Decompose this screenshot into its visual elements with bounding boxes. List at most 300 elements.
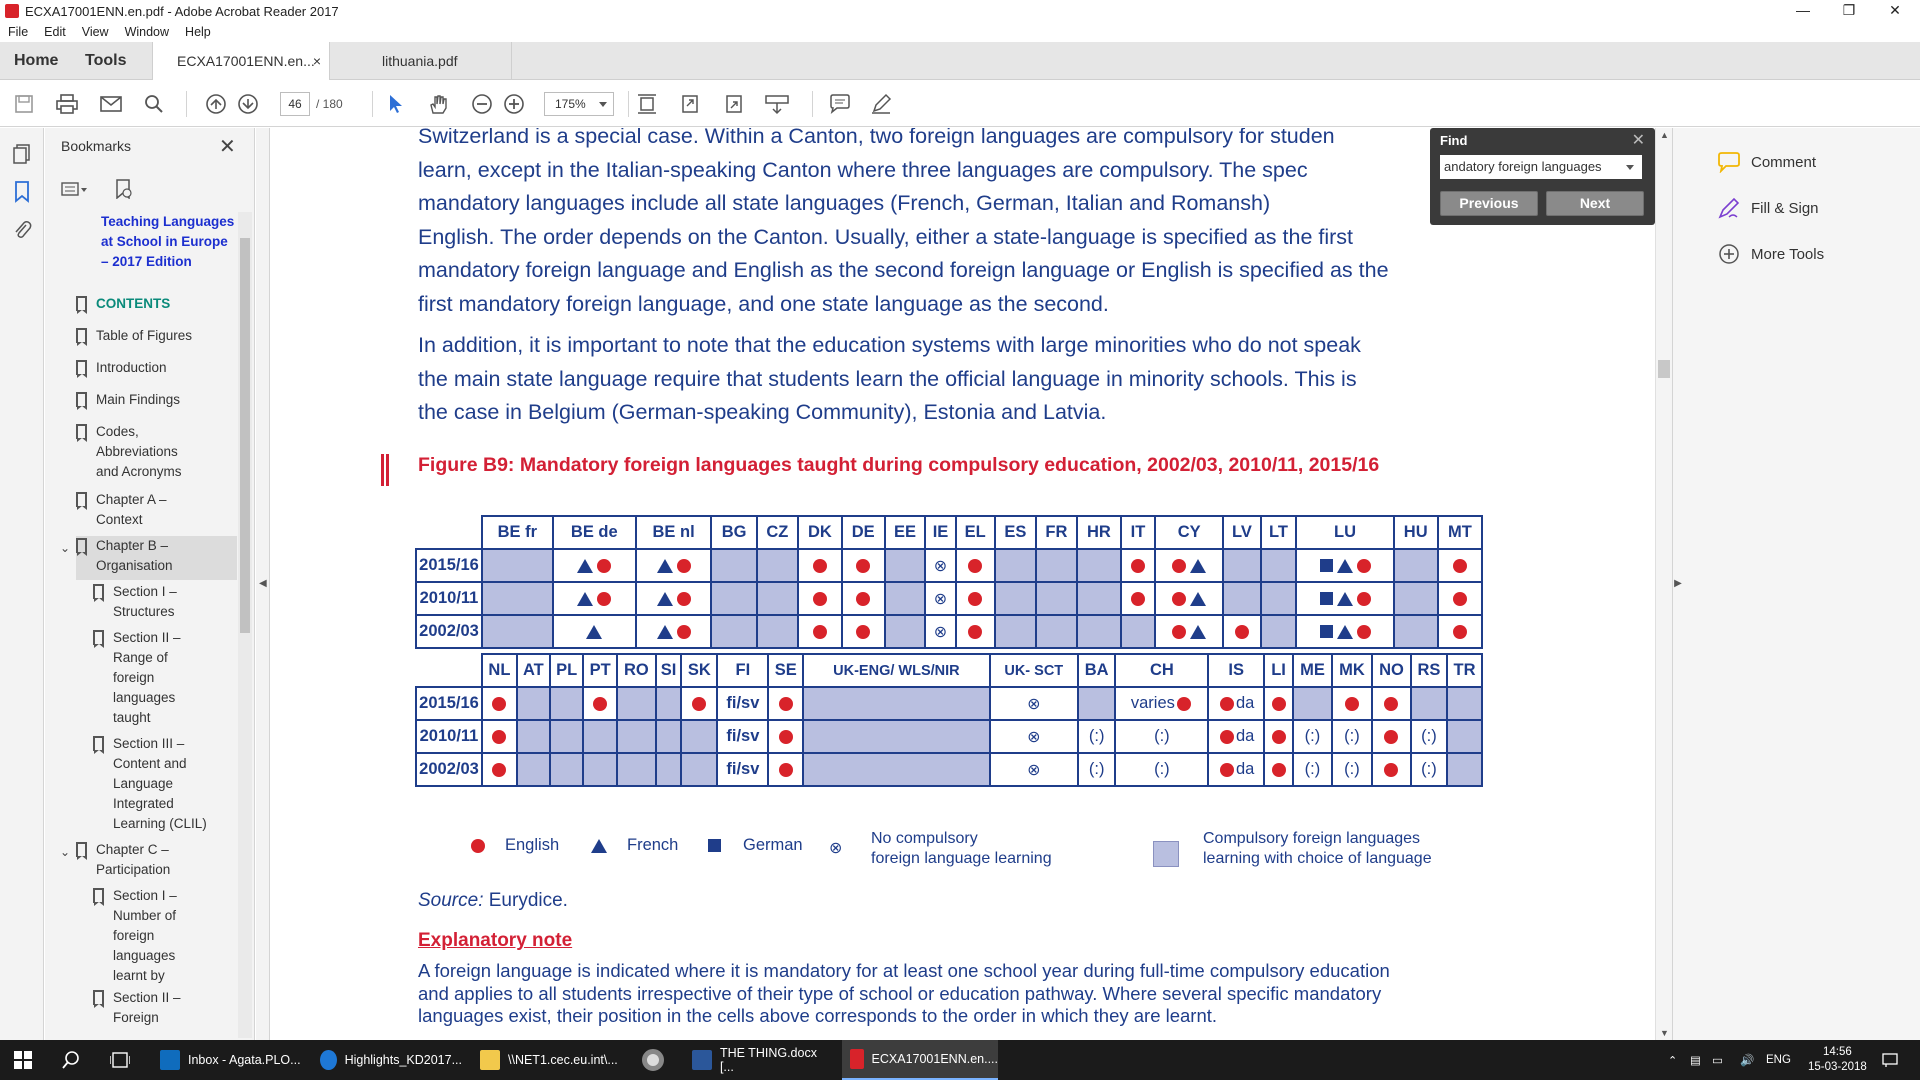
select-cursor-icon[interactable] (383, 91, 409, 117)
comment-tool-icon (1717, 150, 1741, 174)
table-cell (617, 687, 656, 720)
table-cell (956, 549, 995, 582)
table-cell (583, 687, 617, 720)
table-cell (1372, 687, 1411, 720)
collapse-chevron-icon[interactable]: ⌄ (60, 845, 71, 859)
document-page (271, 128, 1655, 1040)
country-header: IT (1121, 516, 1155, 549)
scroll-mode-icon[interactable] (764, 91, 790, 117)
country-header: LU (1296, 516, 1393, 549)
english-dot-icon (1235, 625, 1249, 639)
country-header: NL (482, 654, 517, 687)
collapse-chevron-icon[interactable]: ⌄ (60, 541, 71, 555)
country-header: CH (1115, 654, 1208, 687)
country-header: PT (583, 654, 617, 687)
windows-start-icon[interactable] (14, 1040, 32, 1080)
table-row (416, 582, 1482, 615)
table-cell (553, 549, 636, 582)
zoom-dropdown[interactable]: 175% (544, 92, 614, 116)
scrollbar-thumb[interactable] (240, 238, 250, 633)
country-header: BE fr (482, 516, 553, 549)
french-triangle-icon (577, 559, 593, 573)
english-dot-icon (1453, 625, 1467, 639)
english-dot-icon (856, 592, 870, 606)
table-cell (1121, 549, 1155, 582)
english-dot-icon (471, 839, 485, 853)
country-header: BG (711, 516, 757, 549)
table-cell (1261, 549, 1297, 582)
legend-german: German (706, 836, 803, 855)
language-indicator[interactable]: ENG (1766, 1054, 1791, 1066)
find-close-icon[interactable]: ✕ (1631, 132, 1645, 149)
zoom-out-icon[interactable] (469, 91, 495, 117)
document-scrollbar[interactable] (1655, 128, 1672, 1040)
english-dot-icon (1272, 730, 1286, 744)
english-dot-icon (492, 697, 506, 711)
table-cell (995, 549, 1036, 582)
find-previous-button[interactable]: Previous (1440, 191, 1538, 216)
attachments-icon[interactable] (10, 218, 34, 242)
year-cell: 2015/16 (416, 549, 482, 582)
english-dot-icon (1172, 559, 1186, 573)
close-window-button[interactable]: ✕ (1889, 2, 1901, 18)
table-cell (717, 753, 768, 786)
tab-document-label: ECXA17001ENN.en... (177, 53, 315, 69)
table-cell (1332, 720, 1372, 753)
volume-icon[interactable]: 🔊 (1740, 1055, 1755, 1067)
tool-more-tools[interactable]: More Tools (1717, 242, 1824, 266)
bookmark-icon (76, 538, 87, 553)
english-dot-icon (1272, 763, 1286, 777)
table-cell (990, 687, 1078, 720)
cell-text: (:) (1154, 760, 1170, 778)
table-cell (995, 582, 1036, 615)
country-header: UK-ENG/ WLS/NIR (803, 654, 989, 687)
table-cell (798, 549, 842, 582)
expand-pane-arrow-icon[interactable]: ▶ (1674, 578, 1682, 589)
add-bookmark-icon[interactable] (109, 176, 139, 202)
country-header: FI (717, 654, 768, 687)
collapse-left-arrow-icon[interactable]: ◀ (259, 578, 267, 589)
no-compulsory-circle-x-icon: ⊗ (933, 623, 948, 641)
choice-grey-box-icon (1153, 841, 1179, 867)
country-header: ES (995, 516, 1036, 549)
taskbar-app-outlook[interactable]: Inbox - Agata.PLO... (152, 1040, 302, 1080)
save-icon[interactable] (11, 91, 37, 117)
no-compulsory-circle-x-icon: ⊗ (933, 590, 948, 608)
table-cell (990, 720, 1078, 753)
table-cell (842, 582, 885, 615)
country-header: ME (1293, 654, 1332, 687)
previous-page-icon[interactable] (203, 91, 229, 117)
table-cell (482, 687, 517, 720)
table-row (416, 753, 1482, 786)
table-cell (711, 549, 757, 582)
cell-text: da (1236, 694, 1255, 712)
no-compulsory-circle-x-icon: ⊗ (829, 840, 843, 857)
table-cell (1208, 720, 1264, 753)
cell-text: (:) (1421, 760, 1437, 778)
table-cell (1077, 615, 1121, 648)
english-dot-icon (492, 763, 506, 777)
table-cell (1036, 582, 1077, 615)
taskbar-app-edge[interactable]: Highlights_KD2017... (312, 1040, 462, 1080)
country-header: PL (550, 654, 584, 687)
bookmark-icon (93, 990, 104, 1005)
table-cell (990, 753, 1078, 786)
country-header: NO (1372, 654, 1411, 687)
table-cell (925, 615, 955, 648)
bookmark-icon (93, 630, 104, 645)
table-cell (1223, 615, 1260, 648)
menu-view[interactable]: View (81, 25, 109, 39)
table-cell (1223, 582, 1260, 615)
legend-french: French (589, 836, 678, 855)
english-dot-icon (856, 625, 870, 639)
table-cell (583, 720, 617, 753)
table-cell (1264, 720, 1293, 753)
table-cell (1411, 687, 1447, 720)
english-dot-icon (856, 559, 870, 573)
english-dot-icon (1357, 592, 1371, 606)
bookmark-icon (76, 360, 87, 375)
table-cell (1115, 687, 1208, 720)
tab-close-button[interactable]: × (312, 53, 321, 69)
cell-text: (:) (1344, 727, 1360, 745)
table-cell (1261, 615, 1297, 648)
menu-help[interactable]: Help (185, 25, 211, 39)
outlook-icon (160, 1050, 180, 1070)
table-cell (1115, 753, 1208, 786)
bookmark-options-icon[interactable] (59, 176, 89, 202)
english-dot-icon (597, 592, 611, 606)
table-cell (550, 753, 584, 786)
english-dot-icon (1357, 559, 1371, 573)
cell-text: (:) (1304, 727, 1321, 745)
german-square-icon (1320, 592, 1333, 605)
title-bar (0, 0, 1920, 22)
french-triangle-icon (591, 839, 607, 853)
english-dot-icon (1357, 625, 1371, 639)
table-cell (1438, 549, 1482, 582)
network-icon[interactable]: ▤ (1690, 1055, 1701, 1067)
cell-text: (:) (1421, 727, 1437, 745)
cell-text: (:) (1344, 760, 1360, 778)
english-dot-icon (968, 559, 982, 573)
table-cell (482, 549, 553, 582)
table-row (416, 549, 1482, 582)
table-cell (1438, 582, 1482, 615)
english-dot-icon (1384, 697, 1398, 711)
page-thumbnails-icon[interactable] (10, 142, 34, 166)
search-taskbar-icon[interactable] (62, 1040, 80, 1080)
french-triangle-icon (1337, 559, 1353, 573)
table-cell (1121, 582, 1155, 615)
table-row (416, 687, 1482, 720)
bookmarks-panel-icon[interactable] (10, 180, 34, 204)
tool-fill-sign[interactable]: Fill & Sign (1717, 196, 1819, 220)
english-dot-icon (677, 625, 691, 639)
table-cell (553, 615, 636, 648)
country-header: MT (1438, 516, 1482, 549)
country-header: DE (842, 516, 885, 549)
highlight-pen-icon[interactable] (868, 91, 894, 117)
table-cell (711, 615, 757, 648)
table-cell (482, 615, 553, 648)
scroll-up-arrow-icon[interactable]: ▲ (1660, 130, 1669, 140)
english-dot-icon (779, 763, 793, 777)
table-cell (757, 549, 798, 582)
table-cell (517, 753, 550, 786)
legend-no-compulsory: No compulsory foreign language learning (871, 830, 1052, 867)
table-cell (1264, 753, 1293, 786)
bookmark-item-chapter-b[interactable]: ⌄ Chapter B – Organisation (76, 536, 237, 580)
table-cell (1078, 687, 1116, 720)
page-number-input[interactable]: 46 (280, 92, 310, 116)
figure-table-bottom (415, 653, 1483, 787)
country-header: RO (617, 654, 656, 687)
table-cell (717, 720, 768, 753)
table-cell (1411, 720, 1447, 753)
bookmark-icon (76, 492, 87, 507)
country-header: EL (956, 516, 995, 549)
french-triangle-icon (1190, 625, 1206, 639)
cell-text: (:) (1304, 760, 1321, 778)
table-cell (885, 582, 926, 615)
table-cell (925, 582, 955, 615)
menu-file[interactable]: File (8, 25, 29, 39)
taskbar-app-acrobat[interactable]: ECXA17001ENN.en.... (842, 1040, 998, 1080)
english-dot-icon (779, 697, 793, 711)
maximize-button[interactable]: ❐ (1842, 2, 1856, 18)
english-dot-icon (779, 730, 793, 744)
german-square-icon (1320, 625, 1333, 638)
no-compulsory-circle-x-icon: ⊗ (1027, 695, 1041, 713)
task-view-icon[interactable] (110, 1040, 130, 1080)
bookmark-icon (76, 328, 87, 343)
word-icon (692, 1050, 712, 1070)
table-cell (925, 549, 955, 582)
bookmark-list: Teaching Languages at School in Europe – 2017 Edition CONTENTS Table of Figures Introduction Main Findings Codes, Abbreviations and Acronyms Chapter A – Context ⌄ Chapter B – Organisation Section I – Structures Section II – Range of foreign languages taught Section III – Content and Language Integrated Learning (CLIL) ⌄ Chapter C – Participation Section I – Number of foreign languages learnt by Section II – Foreign (45, 212, 237, 1038)
print-icon[interactable] (54, 91, 80, 117)
tools-pane (1672, 128, 1920, 1040)
figure-title: Figure B9: Mandatory foreign languages taught during compulsory education, 2002/03, 2010/11, 2015/16 (418, 454, 1380, 476)
table-cell (995, 615, 1036, 648)
next-page-icon[interactable] (235, 91, 261, 117)
table-cell (1261, 582, 1297, 615)
table-cell (1155, 582, 1223, 615)
english-dot-icon (1131, 592, 1145, 606)
table-cell (1078, 753, 1116, 786)
acrobat-icon (5, 4, 19, 18)
tool-comment[interactable]: Comment (1717, 150, 1816, 174)
table-row (416, 615, 1482, 648)
tab-home[interactable]: Home (14, 52, 59, 69)
navigation-rail (0, 128, 44, 1040)
table-cell (583, 753, 617, 786)
country-header: SE (768, 654, 803, 687)
bookmarks-header: Bookmarks (61, 138, 132, 154)
bookmark-icon (93, 888, 104, 903)
country-header: BE nl (636, 516, 711, 549)
comment-icon[interactable] (827, 91, 853, 117)
table-cell (1208, 753, 1264, 786)
table-cell (1394, 582, 1438, 615)
tab-tools[interactable]: Tools (85, 52, 127, 69)
plus-circle-icon (1717, 242, 1741, 266)
bookmarks-panel (45, 128, 255, 1040)
country-header: IE (925, 516, 955, 549)
french-triangle-icon (586, 625, 602, 639)
english-dot-icon (1453, 559, 1467, 573)
find-title: Find (1440, 133, 1468, 148)
tab-document-lithuania[interactable] (330, 42, 512, 80)
table-cell (656, 753, 682, 786)
table-cell (885, 549, 926, 582)
table-cell (757, 615, 798, 648)
scrollbar-thumb[interactable] (1658, 360, 1670, 378)
table-cell (1411, 753, 1447, 786)
notifications-icon[interactable] (1882, 1040, 1898, 1080)
table-cell (842, 615, 885, 648)
table-cell (798, 615, 842, 648)
table-cell (617, 753, 656, 786)
bookmark-item-document-title[interactable]: Teaching Languages at School in Europe – 2017 Edition (101, 214, 235, 269)
table-cell (1293, 687, 1332, 720)
table-cell (482, 753, 517, 786)
table-cell (1155, 549, 1223, 582)
english-dot-icon (1220, 730, 1234, 744)
cell-text: fi/sv (726, 727, 760, 745)
table-cell (1121, 615, 1155, 648)
table-cell (1293, 720, 1332, 753)
country-header: LT (1261, 516, 1297, 549)
find-next-button[interactable]: Next (1546, 191, 1644, 216)
zoom-in-icon[interactable] (501, 91, 527, 117)
cell-text: varies (1130, 694, 1175, 712)
english-dot-icon (813, 592, 827, 606)
chrome-icon[interactable] (642, 1040, 664, 1080)
english-dot-icon (692, 697, 706, 711)
cell-text: (:) (1088, 727, 1105, 745)
minimize-button[interactable]: — (1796, 2, 1810, 18)
table-cell (1115, 720, 1208, 753)
table-cell (1394, 549, 1438, 582)
window-title: ECXA17001ENN.en.pdf - Adobe Acrobat Reader 2017 (25, 3, 339, 19)
country-header: UK- SCT (990, 654, 1078, 687)
english-dot-icon (597, 559, 611, 573)
figure-marker (381, 454, 389, 486)
hand-tool-icon[interactable] (425, 91, 451, 117)
fit-page-icon[interactable] (634, 91, 660, 117)
display-icon[interactable]: ▭ (1712, 1055, 1723, 1067)
table-cell (1332, 753, 1372, 786)
country-header: DK (798, 516, 842, 549)
bookmark-icon (76, 392, 87, 407)
email-icon[interactable] (98, 91, 124, 117)
german-square-icon (1320, 559, 1333, 572)
table-cell (803, 753, 989, 786)
menu-edit[interactable]: Edit (44, 25, 66, 39)
cell-text: da (1236, 760, 1255, 778)
find-input[interactable]: andatory foreign languages (1440, 155, 1642, 179)
legend-choice: Compulsory foreign languages learning with choice of language (1203, 830, 1432, 867)
english-dot-icon (1384, 730, 1398, 744)
table-corner (416, 654, 482, 687)
english-dot-icon (813, 625, 827, 639)
menu-window[interactable]: Window (124, 25, 170, 39)
country-header: RS (1411, 654, 1447, 687)
table-cell (717, 687, 768, 720)
explanatory-note-text: A foreign language is indicated where it is mandatory for at least one school year during full-time compulsory education and applies to all students irrespective of their type of school or education pathway. Where several specific mandatory languages exist, their position in the cells above corresponds to the order in which they are learnt. (418, 960, 1390, 1026)
panel-collapse-strip[interactable] (256, 128, 270, 1040)
rotate-icon[interactable] (677, 91, 703, 117)
country-header: CY (1155, 516, 1223, 549)
table-cell (1296, 582, 1393, 615)
country-header: CZ (757, 516, 798, 549)
english-dot-icon (677, 592, 691, 606)
bookmark-icon (93, 584, 104, 599)
figure-table-top (415, 515, 1483, 649)
clock[interactable]: 14:56 15-03-2018 (1808, 1046, 1867, 1073)
table-cell (711, 582, 757, 615)
scroll-down-arrow-icon[interactable]: ▼ (1660, 1028, 1669, 1038)
english-dot-icon (492, 730, 506, 744)
table-cell (1208, 687, 1264, 720)
page-total: / 180 (316, 97, 343, 111)
tab-document-active[interactable] (152, 42, 330, 80)
paragraph-switzerland: Switzerland is a special case. Within a Canton, two foreign languages are compulsory for studen learn, except in the Italian-speaking Canton where three languages are compulsory. The spec mandatory languages include all state languages (French, German, Italian and Romansh) English. The order depends on the Canton. Usually, either a state-language is specified as the first mandatory foreign language and English as the second foreign language or English is specified as the first mandatory foreign language, and one state language as the second. (418, 128, 1389, 316)
country-header: FR (1036, 516, 1077, 549)
close-panel-icon[interactable]: ✕ (219, 136, 236, 158)
table-cell (803, 720, 989, 753)
english-dot-icon (1272, 697, 1286, 711)
bookmark-icon (76, 842, 87, 857)
taskbar-app-word[interactable]: THE THING.docx [... (684, 1040, 834, 1080)
table-cell (517, 720, 550, 753)
bookmark-icon (76, 424, 87, 439)
table-cell (768, 753, 803, 786)
table-cell (956, 615, 995, 648)
country-header: BE de (553, 516, 636, 549)
find-panel (1430, 128, 1655, 225)
table-cell (1394, 615, 1438, 648)
full-screen-icon[interactable] (721, 91, 747, 117)
table-cell (1077, 582, 1121, 615)
table-cell (636, 615, 711, 648)
country-header: MK (1332, 654, 1372, 687)
table-corner (416, 516, 482, 549)
table-cell (757, 582, 798, 615)
country-header: AT (517, 654, 550, 687)
table-cell (1447, 753, 1482, 786)
english-dot-icon (1384, 763, 1398, 777)
country-header: SI (656, 654, 682, 687)
table-cell (617, 720, 656, 753)
bookmark-icon (76, 296, 87, 311)
table-cell (1296, 549, 1393, 582)
table-header-row (416, 654, 1482, 687)
bookmarks-scrollbar[interactable] (238, 212, 252, 1038)
search-icon[interactable] (141, 91, 167, 117)
tray-chevron-icon[interactable]: ⌃ (1668, 1054, 1678, 1067)
table-cell (798, 582, 842, 615)
legend-english: English (469, 836, 559, 855)
taskbar-app-explorer[interactable]: \\NET1.cec.eu.int\... (472, 1040, 622, 1080)
table-cell (1155, 615, 1223, 648)
table-cell (482, 720, 517, 753)
country-header: LI (1264, 654, 1293, 687)
